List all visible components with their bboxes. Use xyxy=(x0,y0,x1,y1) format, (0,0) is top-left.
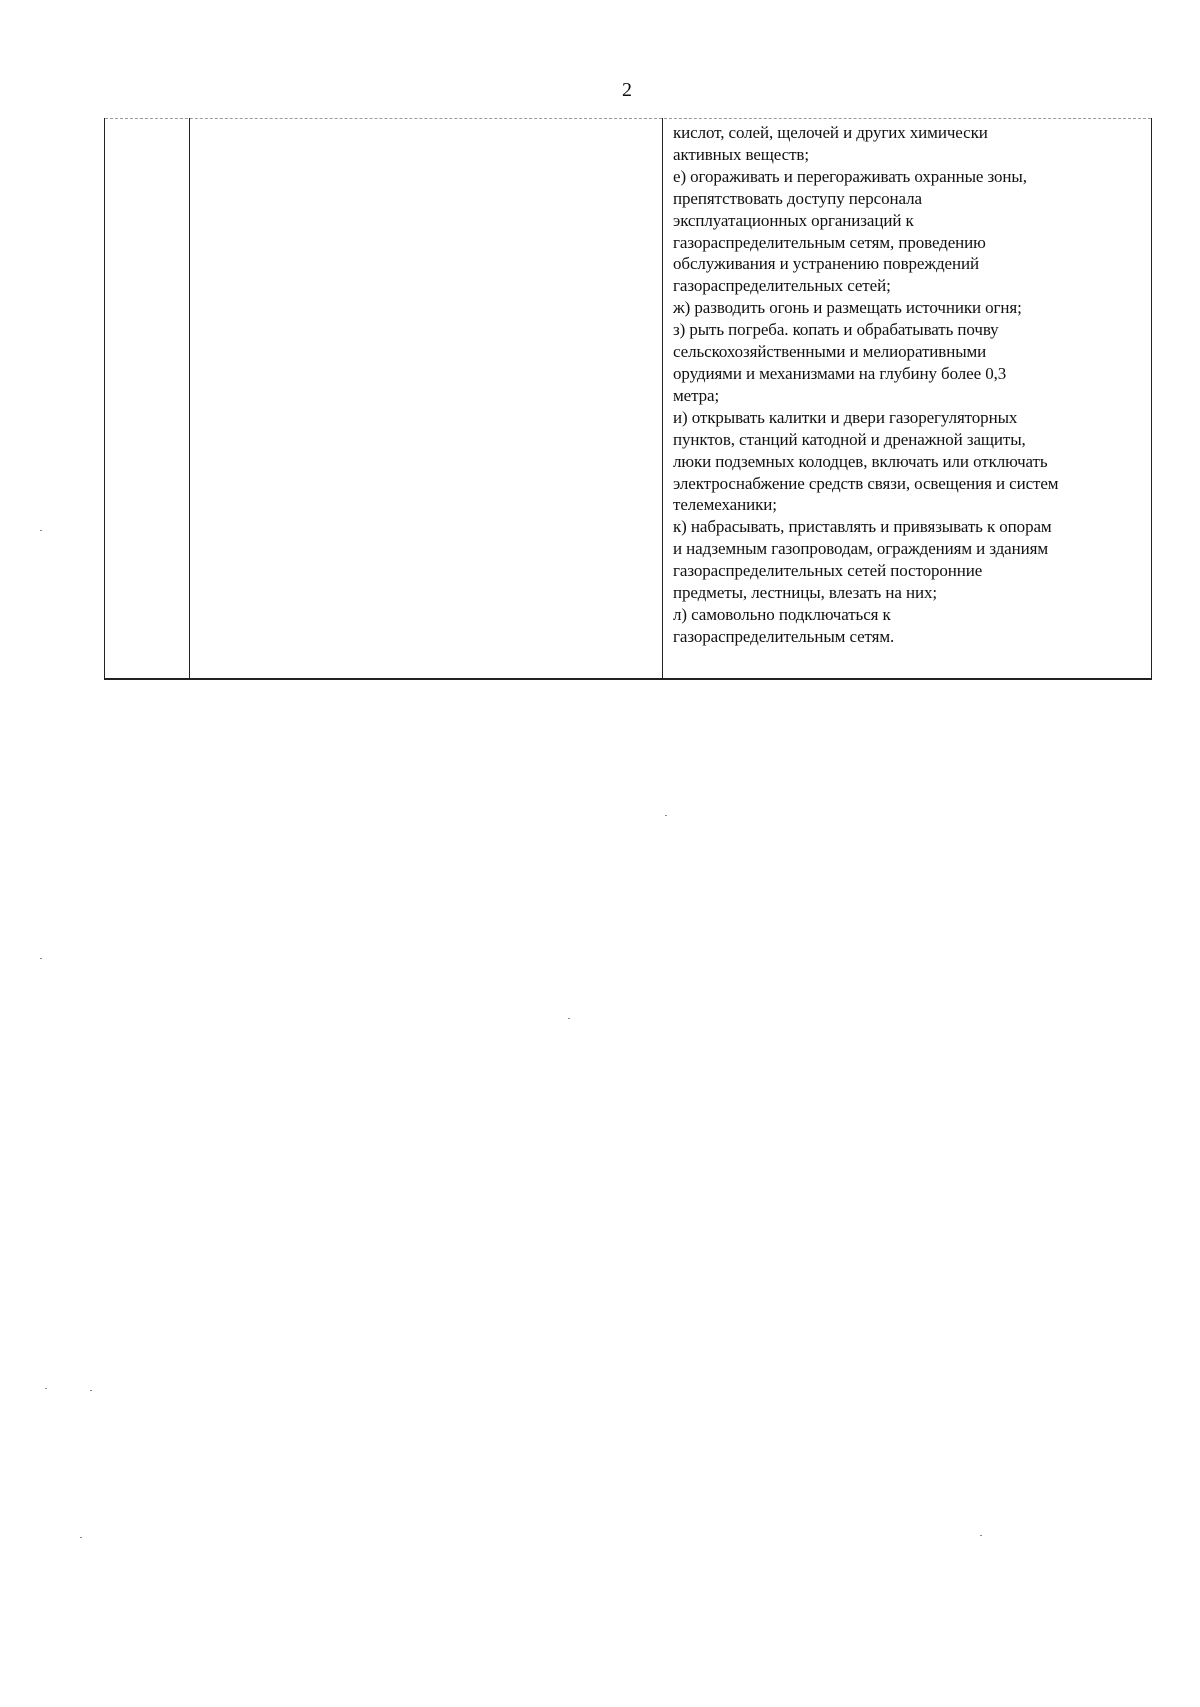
scan-speck xyxy=(665,815,667,816)
cell-line: газораспределительным сетям, проведению xyxy=(673,232,986,252)
cell-line: и) открывать калитки и двери газорегуляторных xyxy=(673,407,1018,427)
cell-line: газораспределительным сетям. xyxy=(673,626,895,646)
cell-line: и надземным газопроводам, ограждениям и зданиям xyxy=(673,539,1049,559)
cell-line: к) набрасывать, приставлять и привязывать к опорам xyxy=(673,517,1052,537)
cell-line: газораспределительных сетей; xyxy=(673,276,891,296)
cell-line: сельскохозяйственными и мелиоративными xyxy=(673,342,987,362)
continued-table xyxy=(104,118,1152,680)
cell-line: препятствовать доступу персонала xyxy=(673,188,922,208)
scan-speck xyxy=(40,958,42,959)
cell-line: кислот, солей, щелочей и других химически xyxy=(673,123,988,142)
cell-line: л) самовольно подключаться к xyxy=(673,604,891,624)
cell-line: телемеханики; xyxy=(673,495,777,515)
cell-line: газораспределительных сетей посторонние xyxy=(673,561,983,581)
table-top-edge xyxy=(105,118,1151,119)
cell-line: ж) разводить огонь и размещать источники огня; xyxy=(673,298,1022,318)
page-number: 2 xyxy=(622,79,632,101)
cell-line: з) рыть погреба. копать и обрабатывать почву xyxy=(673,320,999,340)
scan-speck xyxy=(80,1537,82,1538)
scan-speck xyxy=(45,1388,47,1389)
scan-speck xyxy=(90,1390,92,1391)
cell-line: эксплуатационных организаций к xyxy=(673,210,914,230)
column-divider-2 xyxy=(662,118,663,678)
cell-line: активных веществ; xyxy=(673,144,809,164)
cell-line: пунктов, станций катодной и дренажной защиты, xyxy=(673,429,1026,449)
scan-speck xyxy=(40,530,42,531)
scan-speck xyxy=(568,1018,570,1019)
restrictions-cell xyxy=(673,122,1149,648)
cell-line: предметы, лестницы, влезать на них; xyxy=(673,583,937,603)
cell-line: е) огораживать и перегораживать охранные зоны, xyxy=(673,166,1027,186)
scan-speck xyxy=(980,1535,982,1536)
column-divider-1 xyxy=(189,118,190,678)
cell-line: люки подземных колодцев, включать или отключать xyxy=(673,451,1048,471)
cell-line: обслуживания и устранению повреждений xyxy=(673,254,979,274)
cell-line: метра; xyxy=(673,385,720,405)
cell-line: электроснабжение средств связи, освещения и систем xyxy=(673,473,1059,493)
cell-line: орудиями и механизмами на глубину более 0,3 xyxy=(673,363,1007,383)
